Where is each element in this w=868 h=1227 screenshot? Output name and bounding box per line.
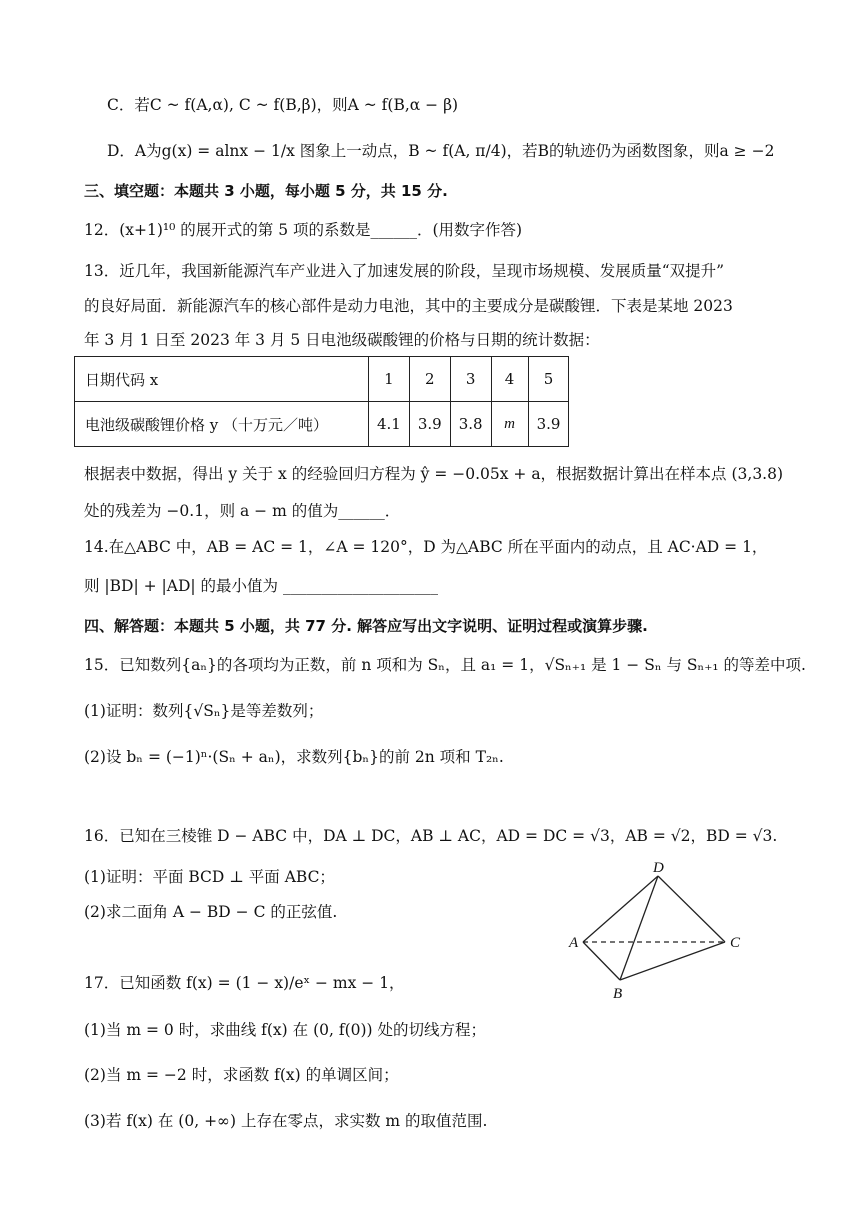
table-cell: 2: [409, 357, 450, 402]
table-cell: 3.8: [450, 402, 491, 447]
table-row: [75, 357, 569, 402]
question-16-stem: 16．已知在三棱锥 D − ABC 中，DA ⊥ DC，AB ⊥ AC，AD = DC = √3，AB = √2，BD = √3.: [84, 827, 778, 845]
question-17-part-3: (3)若 f(x) 在 (0, +∞) 上存在零点，求实数 m 的取值范围.: [84, 1112, 488, 1130]
table-cell: 3.9: [409, 402, 450, 447]
vertex-label-a: A: [569, 935, 579, 951]
vertex-label-c: C: [730, 935, 741, 951]
option-c: C．若C ~ f(A,α), C ~ f(B,β)，则A ~ f(B,α − β): [107, 96, 459, 114]
tetrahedron-figure: [565, 858, 755, 1008]
question-14-line-2: 则 |BD| + |AD| 的最小值为 ____________________: [84, 577, 438, 595]
table-cell: 4.1: [369, 402, 410, 447]
question-16-part-1: (1)证明：平面 BCD ⊥ 平面 ABC；: [84, 868, 335, 886]
edge-dc: [658, 876, 725, 942]
table-cell: 1: [369, 357, 410, 402]
question-12: 12．(x+1)¹⁰ 的展开式的第 5 项的系数是______．(用数字作答): [84, 221, 523, 239]
question-14-line-1: 14.在△ABC 中，AB = AC = 1，∠A = 120°，D 为△ABC 所在平面内的动点，且 AC·AD = 1，: [84, 538, 768, 556]
question-13-after-2: 处的残差为 −0.1，则 a − m 的值为______．: [84, 502, 401, 520]
question-17-part-1: (1)当 m = 0 时，求曲线 f(x) 在 (0, f(0)) 处的切线方程；: [84, 1021, 486, 1039]
question-13-after-1: 根据表中数据，得出 y 关于 x 的经验回归方程为 ŷ = −0.05x + a，根据数据计算出在样本点 (3,3.8): [84, 465, 784, 483]
question-16-part-2: (2)求二面角 A − BD − C 的正弦值.: [84, 903, 338, 921]
edge-ad: [583, 876, 658, 942]
edge-ab: [583, 942, 620, 980]
price-table: [74, 356, 569, 447]
question-15-stem: 15．已知数列{aₙ}的各项均为正数，前 n 项和为 Sₙ，且 a₁ = 1，√Sₙ₊₁ 是 1 − Sₙ 与 Sₙ₊₁ 的等差中项.: [84, 656, 806, 674]
section-4-heading: 四、解答题：本题共 5 小题，共 77 分. 解答应写出文字说明、证明过程或演算步骤.: [84, 617, 648, 635]
option-d: D．A为g(x) = alnx − 1/x 图象上一动点，B ~ f(A, π/4)，若B的轨迹仍为函数图象，则a ≥ −2: [107, 142, 775, 160]
question-13-line-1: 13．近几年，我国新能源汽车产业进入了加速发展的阶段，呈现市场规模、发展质量“双提升”: [84, 262, 725, 280]
section-3-heading: 三、填空题：本题共 3 小题，每小题 5 分，共 15 分.: [84, 182, 448, 200]
question-13-line-2: 的良好局面．新能源汽车的核心部件是动力电池，其中的主要成分是碳酸锂．下表是某地 2023: [84, 297, 733, 315]
table-cell: 3.9: [528, 402, 569, 447]
table-cell: 3: [450, 357, 491, 402]
vertex-label-d: D: [653, 860, 664, 876]
question-13-line-3: 年 3 月 1 日至 2023 年 3 月 5 日电池级碳酸锂的价格与日期的统计数据：: [84, 331, 600, 349]
edge-bc: [620, 942, 725, 980]
question-15-part-2: (2)设 bₙ = (−1)ⁿ·(Sₙ + aₙ)，求数列{bₙ}的前 2n 项和 T₂ₙ.: [84, 748, 504, 766]
vertex-label-b: B: [613, 986, 623, 1002]
table-row-label: 日期代码 x: [75, 357, 369, 402]
question-17-part-2: (2)当 m = −2 时，求函数 f(x) 的单调区间；: [84, 1066, 399, 1084]
table-row: [75, 402, 569, 447]
table-cell: 5: [528, 357, 569, 402]
table-cell: 4: [491, 357, 528, 402]
edge-db: [620, 876, 658, 980]
table-cell: m: [491, 402, 528, 447]
question-17-stem: 17．已知函数 f(x) = (1 − x)/eˣ − mx − 1，: [84, 974, 405, 992]
table-row-label: 电池级碳酸锂价格 y （十万元／吨）: [75, 402, 369, 447]
question-15-part-1: (1)证明：数列{√Sₙ}是等差数列；: [84, 702, 324, 720]
